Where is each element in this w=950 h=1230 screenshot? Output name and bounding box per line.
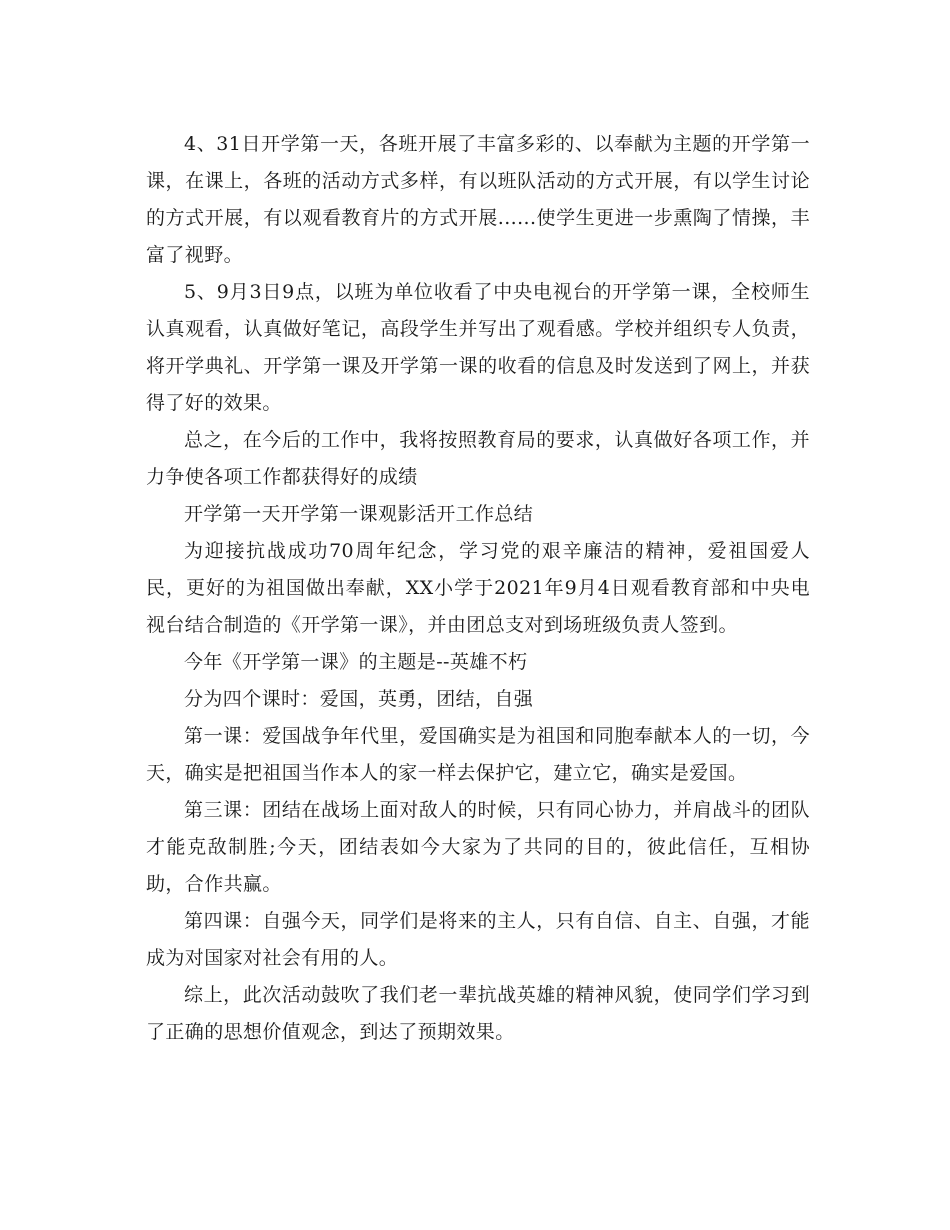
section-heading: 开学第一天开学第一课观影活开工作总结	[184, 503, 534, 525]
paragraph-event-intro: 为迎接抗战成功70周年纪念，学习党的艰辛廉洁的精神，爱祖国爱人民，更好的为祖国做出奉献，XX小学于2021年9月4日观看教育部和中央电视台结合制造的《开学第一课》，并由团总支对到场班级负责人签到。	[146, 540, 810, 636]
paragraph-summary: 总之，在今后的工作中，我将按照教育局的要求，认真做好各项工作，并力争使各项工作都获得好的成绩	[146, 429, 810, 488]
paragraph-theme: 今年《开学第一课》的主题是--英雄不朽	[184, 651, 528, 673]
paragraph-lesson-four: 第四课：自强今天，同学们是将来的主人，只有自信、自主、自强，才能成为对国家对社会有用的人。	[146, 910, 810, 969]
paragraph-lessons: 分为四个课时：爱国，英勇，团结，自强	[184, 688, 534, 710]
paragraph-lesson-one: 第一课：爱国战争年代里，爱国确实是为祖国和同胞奉献本人的一切，今天，确实是把祖国当作本人的家一样去保护它，建立它，确实是爱国。	[146, 725, 810, 784]
document-body	[146, 126, 810, 1051]
paragraph-opening-day-classes: 4、31日开学第一天，各班开展了丰富多彩的、以奉献为主题的开学第一课，在课上，各班的活动方式多样，有以班队活动的方式开展，有以学生讨论的方式开展，有以观看教育片的方式开展......使学生更进一步熏陶了情操，丰富了视野。	[146, 133, 810, 266]
paragraph-conclusion: 综上，此次活动鼓吹了我们老一辈抗战英雄的精神风貌，使同学们学习到了正确的思想价值观念，到达了预期效果。	[146, 984, 810, 1043]
paragraph-cctv-viewing: 5、9月3日9点，以班为单位收看了中央电视台的开学第一课，全校师生认真观看，认真做好笔记，高段学生并写出了观看感。学校并组织专人负责，将开学典礼、开学第一课及开学第一课的收看的信息及时发送到了网上，并获得了好的效果。	[146, 281, 810, 414]
paragraph-lesson-three: 第三课：团结在战场上面对敌人的时候，只有同心协力，并肩战斗的团队才能克敌制胜;今天，团结表如今大家为了共同的目的，彼此信任，互相协助，合作共赢。	[146, 799, 810, 895]
